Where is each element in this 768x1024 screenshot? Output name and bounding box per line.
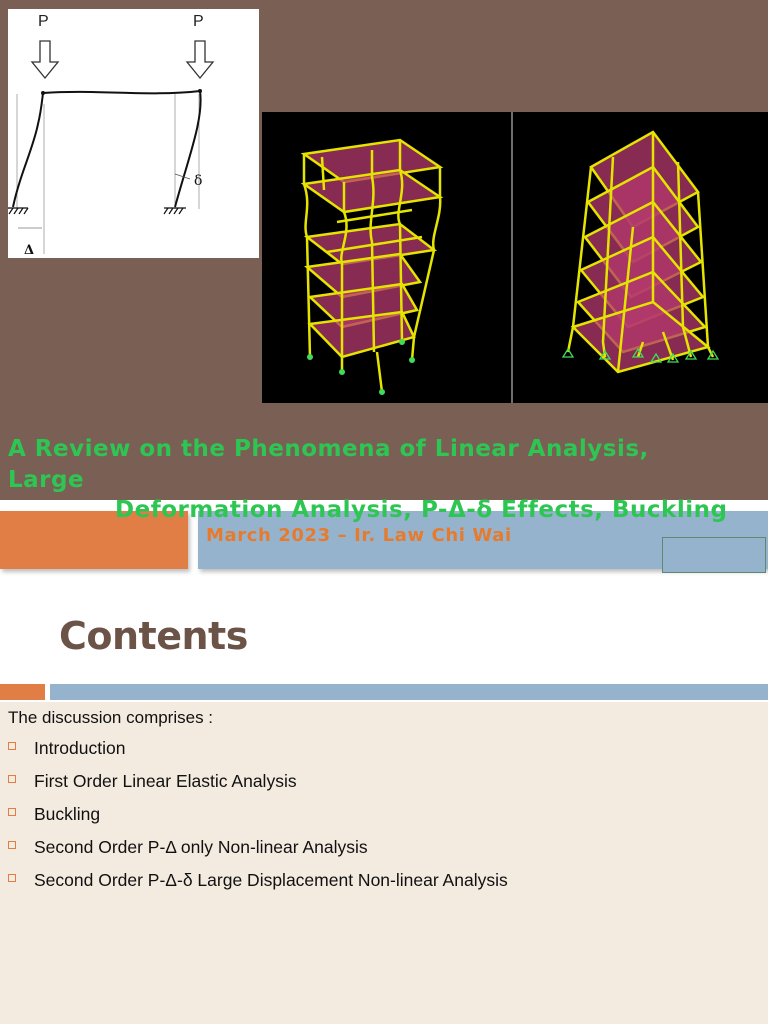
load-arrow-left: [32, 41, 58, 78]
square-bullet-icon: [8, 775, 16, 783]
sway-label: Δ: [24, 243, 35, 258]
square-bullet-icon: [8, 874, 16, 882]
square-bullet-icon: [8, 808, 16, 816]
list-item-text: First Order Linear Elastic Analysis: [34, 771, 297, 791]
list-item-text: Buckling: [34, 804, 101, 824]
load-arrow-right: [187, 41, 213, 78]
buckled-model-left: [262, 112, 511, 403]
list-item-text: Second Order P-Δ only Non-linear Analysis: [34, 837, 368, 857]
list-item-text: Introduction: [34, 738, 126, 758]
list-item-text: Second Order P-Δ-δ Large Displacement Non-linear Analysis: [34, 870, 508, 890]
subtitle: March 2023 – Ir. Law Chi Wai: [206, 525, 512, 546]
deformed-frame: [13, 91, 201, 207]
title-line-3: Deformation Analysis, P-Δ-δ Effects, Buckling: [115, 497, 728, 523]
blue-accent-strip: [50, 684, 768, 700]
load-label-left: P: [38, 13, 49, 30]
square-bullet-icon: [8, 742, 16, 750]
contents-intro: The discussion comprises :: [8, 708, 214, 727]
blue-accent-box: [662, 537, 766, 573]
orange-accent-strip: [0, 684, 45, 700]
buckled-model-right: [513, 112, 768, 403]
portal-frame-diagram: [8, 9, 259, 258]
member-deflection-label: δ: [194, 173, 203, 189]
title-slide: [0, 0, 768, 500]
title-line-2: Large: [8, 467, 85, 493]
load-label-right: P: [193, 13, 204, 30]
square-bullet-icon: [8, 841, 16, 849]
contents-heading: Contents: [59, 614, 248, 658]
title-line-1: A Review on the Phenomena of Linear Analysis,: [8, 436, 649, 462]
